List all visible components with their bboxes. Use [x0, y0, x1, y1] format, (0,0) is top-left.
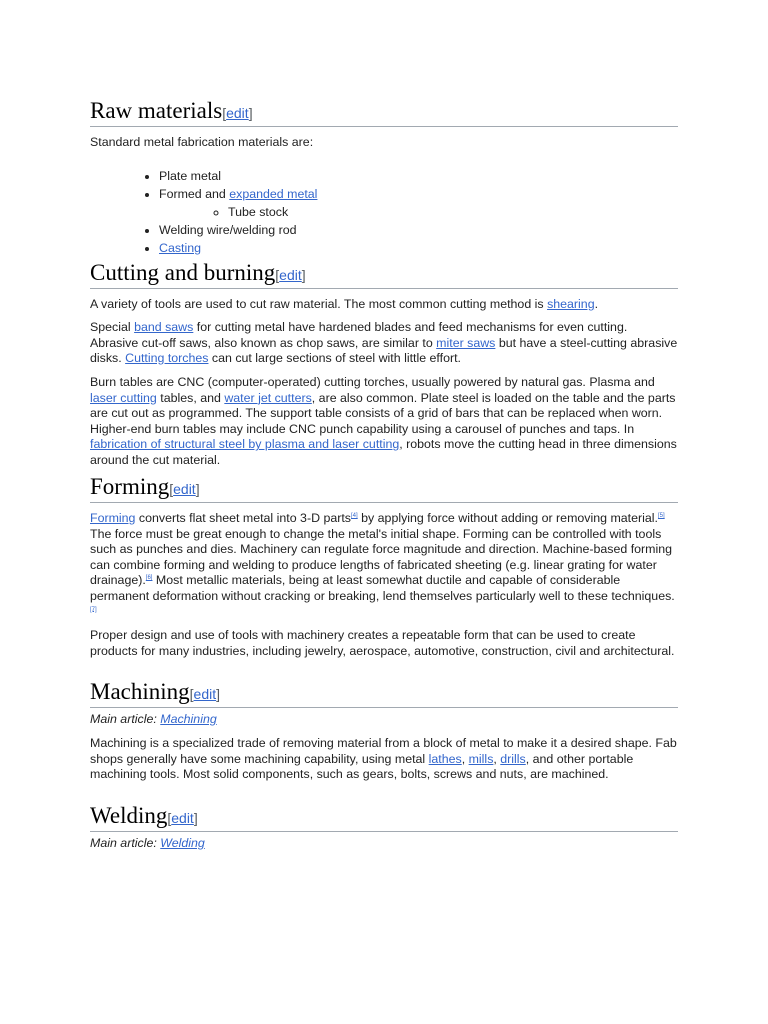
- heading-text: Cutting and burning: [90, 260, 276, 285]
- edit-section: [167, 810, 197, 826]
- bracket: ]: [216, 686, 221, 702]
- link-lathes[interactable]: lathes: [428, 751, 462, 766]
- text: Special: [90, 320, 135, 334]
- list-item: [159, 239, 678, 257]
- forming-paragraph-1: [90, 511, 678, 620]
- forming-paragraph-2: Proper design and use of tools with machinery creates a repeatable form that can be used to create products for many industries, including jewelry, aerospace, automotive, construction, civil and architectural.: [90, 628, 675, 658]
- heading-text: Raw materials: [90, 98, 223, 123]
- cutting-paragraph-1: [90, 297, 598, 313]
- link-miter-saws[interactable]: miter saws: [436, 335, 496, 350]
- text: ,: [461, 751, 469, 766]
- citation-7[interactable]: [7]: [90, 606, 97, 613]
- text: for cutting metal have hardened blades and feed mechanisms for even cutting. Abrasive cut-off saws, also known as chop saws, are similar to: [90, 320, 628, 350]
- link-casting[interactable]: Casting: [159, 241, 202, 255]
- link-shearing[interactable]: shearing: [547, 297, 595, 311]
- text: , are also common. Plate steel is loaded on the table and the parts are cut out as programmed. The support table consists of a grid of bars that can be replaced when worn. Higher-end burn tables may include CNC punch capability using a carousel of punches and taps. In: [90, 390, 676, 436]
- text: Burn tables are CNC (computer-operated) cutting torches, usually powered by natural gas. Plasma and: [90, 375, 655, 389]
- main-article-note: [90, 712, 217, 728]
- text: A variety of tools are used to cut raw material. The most common cutting method is: [90, 297, 548, 311]
- bracket: [: [275, 267, 280, 283]
- citation-5[interactable]: [5]: [657, 512, 665, 519]
- list-item: [159, 221, 678, 239]
- machining-paragraph: [90, 736, 678, 783]
- heading-machining: [90, 678, 678, 708]
- list-item-text: Welding wire/welding rod: [159, 223, 297, 237]
- bracket: ]: [248, 105, 253, 121]
- heading-text: Forming: [90, 474, 170, 499]
- text: The force must be great enough to change the metal's initial shape. Forming can be controlled with tools such as punches and dies. Machinery can regulate force magnitude and direction. Machine-based forming can combine forming and welding to produce lengths of fabricated sheeting (e.g. linear grating for water drainage).: [90, 526, 673, 588]
- cutting-paragraph-3: [90, 375, 678, 469]
- list-item: [159, 185, 678, 221]
- bracket: [: [222, 105, 227, 121]
- citation-6[interactable]: [6]: [145, 575, 153, 582]
- text: ,: [493, 751, 501, 766]
- link-laser-cutting[interactable]: laser cutting: [90, 390, 157, 405]
- link-main-welding[interactable]: Welding: [160, 836, 205, 850]
- link-fabrication-structural-steel[interactable]: fabrication of structural steel by plasma and laser cutting: [90, 437, 400, 452]
- text: , and other portable machining tools. Most solid components, such as gears, bolts, screws and nuts, are machined.: [90, 751, 634, 782]
- link-forming[interactable]: Forming: [90, 511, 136, 525]
- link-expanded-metal[interactable]: expanded metal: [229, 187, 318, 201]
- edit-link-forming[interactable]: edit: [173, 481, 196, 497]
- bracket: ]: [193, 810, 198, 826]
- edit-section: [275, 267, 305, 283]
- edit-link-machining[interactable]: edit: [193, 686, 217, 702]
- heading-cutting-and-burning: [90, 259, 678, 289]
- edit-link-raw-materials[interactable]: edit: [226, 105, 249, 121]
- text: converts flat sheet metal into 3-D parts: [135, 511, 352, 525]
- bracket: ]: [195, 481, 200, 497]
- edit-section: [222, 105, 252, 121]
- raw-materials-intro: Standard metal fabrication materials are:: [90, 135, 314, 149]
- heading-raw-materials: [90, 97, 678, 127]
- list-item-text: Formed and: [159, 187, 230, 201]
- edit-link-cutting[interactable]: edit: [279, 267, 302, 283]
- bracket: ]: [301, 267, 306, 283]
- text: Main article:: [90, 712, 161, 726]
- list-item-text: Tube stock: [228, 205, 289, 219]
- link-mills[interactable]: mills: [468, 751, 494, 766]
- main-article-note: [90, 836, 205, 852]
- text: , robots move the cutting head in three dimensions around the cut material.: [90, 437, 677, 467]
- link-cutting-torches[interactable]: Cutting torches: [125, 351, 209, 366]
- link-drills[interactable]: drills: [500, 751, 526, 766]
- list-item: [159, 167, 678, 185]
- edit-section: [190, 686, 220, 702]
- list-item-text: Plate metal: [159, 169, 221, 183]
- text: Most metallic materials, being at least somewhat ductile and capable of considerable permanent deformation without cracking or breaking, lend themselves particularly well to these techniques.: [90, 573, 675, 603]
- edit-section: [169, 481, 199, 497]
- bracket: [: [169, 481, 174, 497]
- text: Machining is a specialized trade of removing material from a block of metal to make it a desired shape. Fab shops generally have some machining capability, using metal: [90, 736, 677, 766]
- edit-link-welding[interactable]: edit: [171, 810, 194, 826]
- heading-forming: [90, 473, 678, 503]
- text: .: [594, 297, 599, 311]
- heading-text: Welding: [90, 803, 168, 828]
- text: Main article:: [90, 836, 161, 850]
- heading-text: Machining: [90, 679, 190, 704]
- cutting-paragraph-2: [90, 320, 678, 367]
- bracket: [: [189, 686, 194, 702]
- text: by applying force without adding or removing material.: [357, 511, 658, 525]
- text: can cut large sections of steel with little effort.: [208, 351, 461, 366]
- link-band-saws[interactable]: band saws: [134, 320, 194, 334]
- bracket: [: [167, 810, 172, 826]
- text: but have a steel-cutting abrasive disks.: [90, 335, 678, 366]
- link-water-jet-cutters[interactable]: water jet cutters: [224, 390, 312, 405]
- link-main-machining[interactable]: Machining: [160, 712, 217, 726]
- heading-welding: [90, 802, 678, 832]
- raw-materials-list: [90, 167, 678, 257]
- text: tables, and: [156, 390, 225, 405]
- citation-4[interactable]: [4]: [351, 512, 358, 519]
- list-item: [228, 203, 678, 221]
